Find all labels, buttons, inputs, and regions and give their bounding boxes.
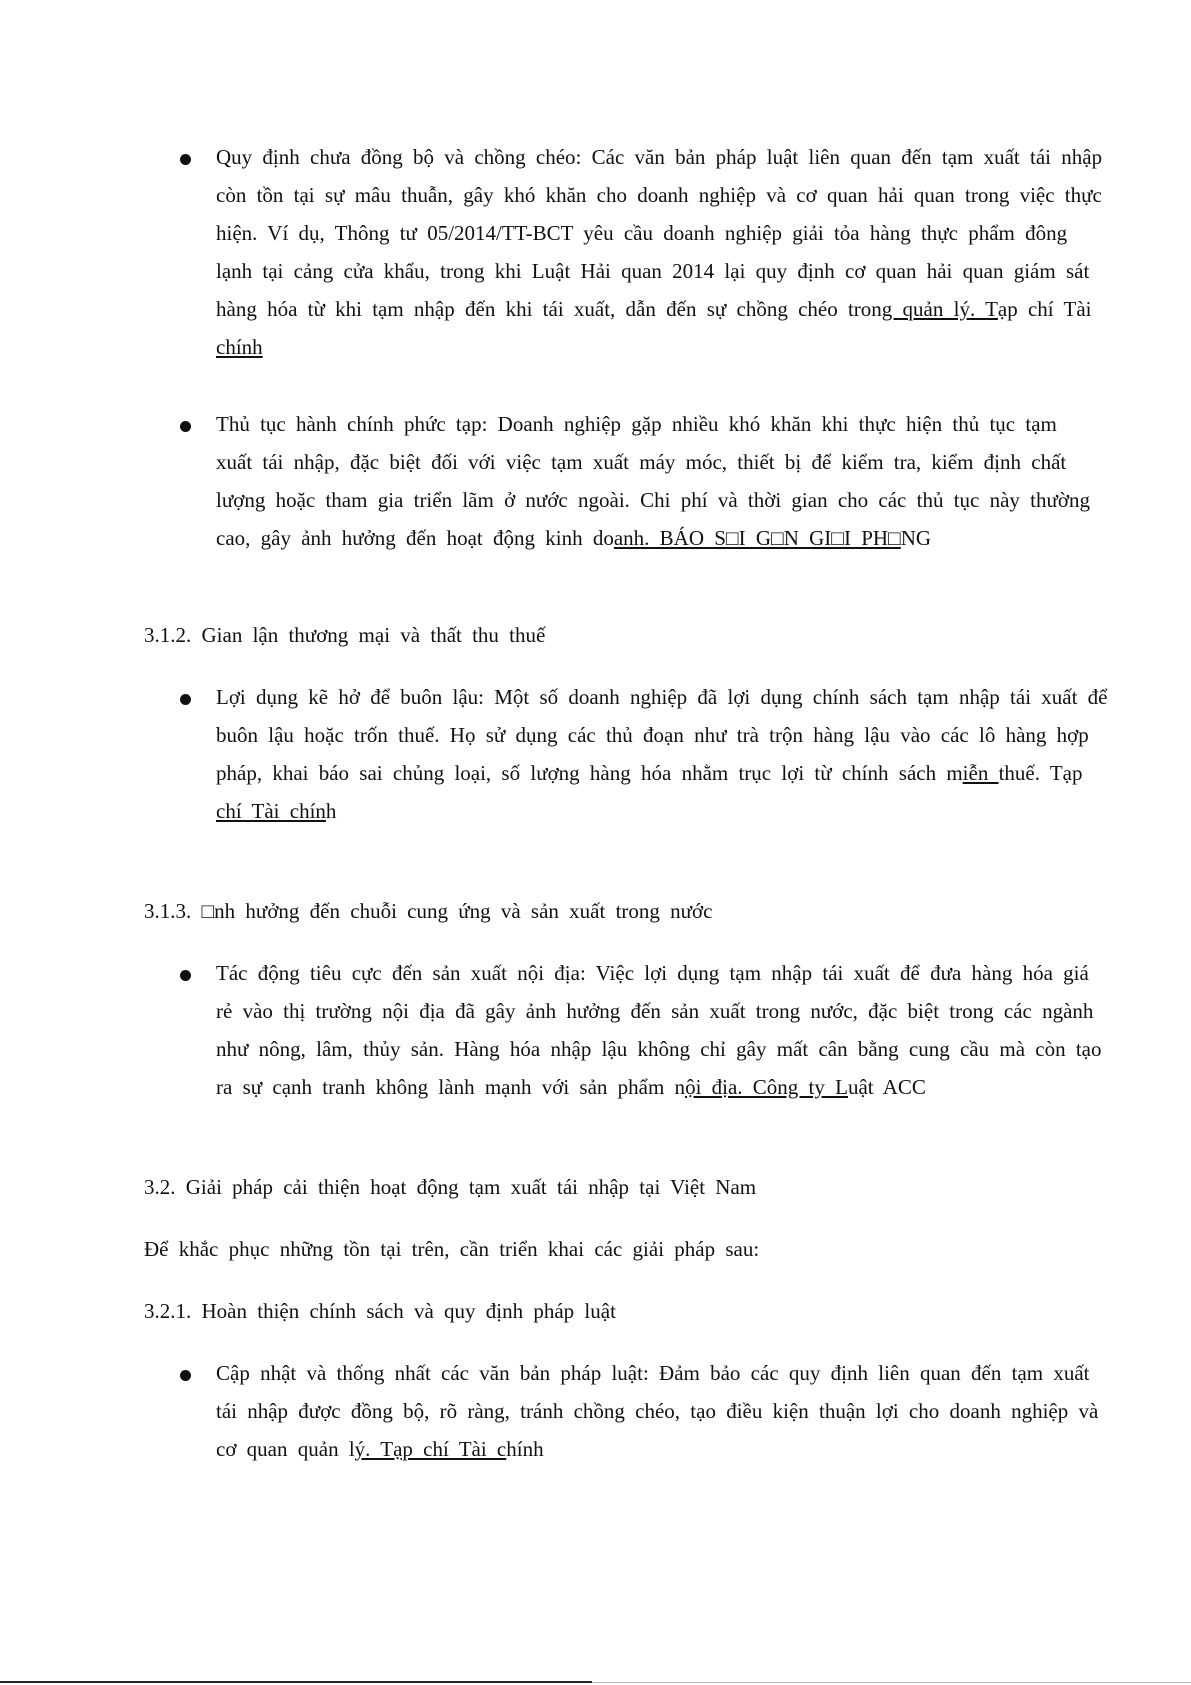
paragraph-line: lạnh tại cảng cửa khẩu, trong khi Luật Hải quan 2014 lại quy định cơ quan hải quan giám sát	[216, 259, 1090, 283]
paragraph-line: còn tồn tại sự mâu thuẫn, gây khó khăn cho doanh nghiệp và cơ quan hải quan trong việc thực	[216, 183, 1102, 207]
line-text: cao, gây ảnh hưởng đến hoạt động kinh do	[216, 526, 614, 550]
line-text: cơ quan quản l	[216, 1437, 355, 1461]
paragraph-line	[216, 1074, 926, 1100]
line-text: NG	[900, 526, 932, 550]
source-link[interactable]: ội địa. Công ty L	[685, 1075, 848, 1099]
source-link[interactable]: iễn	[962, 761, 999, 785]
section-heading-3-1-3: 3.1.3. □nh hưởng đến chuỗi cung ứng và sản xuất trong nước	[144, 899, 713, 923]
paragraph-line: Quy định chưa đồng bộ và chồng chéo: Các văn bản pháp luật liên quan đến tạm xuất tái nhập	[216, 145, 1103, 169]
line-text: ra sự cạnh tranh không lành mạnh với sản phẩm n	[216, 1075, 686, 1099]
paragraph-line: Cập nhật và thống nhất các văn bản pháp luật: Đảm bảo các quy định liên quan đến tạm xuất	[216, 1361, 1090, 1385]
source-link[interactable]: chính	[216, 335, 263, 359]
paragraph-line: Thủ tục hành chính phức tạp: Doanh nghiệp gặp nhiều khó khăn khi thực hiện thủ tục tạm	[216, 412, 1057, 436]
paragraph-line: buôn lậu hoặc trốn thuế. Họ sử dụng các thủ đoạn như trà trộn hàng lậu vào các lô hàng hợp	[216, 723, 1089, 747]
source-link[interactable]: ý. Tạp chí Tài c	[354, 1437, 507, 1461]
line-text: h	[325, 799, 337, 823]
section-heading-3-2: 3.2. Giải pháp cải thiện hoạt động tạm xuất tái nhập tại Việt Nam	[144, 1175, 757, 1199]
paragraph-line: tái nhập được đồng bộ, rõ ràng, tránh chồng chéo, tạo điều kiện thuận lợi cho doanh nghiệp và	[216, 1399, 1099, 1423]
line-text: ạp chí Tài	[997, 297, 1092, 321]
section-heading-3-1-2: 3.1.2. Gian lận thương mại và thất thu thuế	[144, 623, 546, 647]
bullet-icon	[180, 1370, 191, 1381]
section-heading-3-2-1: 3.2.1. Hoàn thiện chính sách và quy định pháp luật	[144, 1299, 616, 1323]
line-text: hính	[506, 1437, 544, 1461]
paragraph-line: xuất tái nhập, đặc biệt đối với việc tạm xuất máy móc, thiết bị để kiểm tra, kiểm định chất	[216, 450, 1067, 474]
bullet-icon	[180, 154, 191, 165]
paragraph-line	[216, 334, 263, 360]
source-link[interactable]: anh. BÁO S□I G□N GI□I PH□	[613, 526, 901, 550]
page-bottom-rule-light	[592, 1682, 1191, 1683]
line-text: hàng hóa từ khi tạm nhập đến khi tái xuất, dẫn đến sự chồng chéo tron	[216, 297, 882, 321]
paragraph-line	[216, 760, 1083, 786]
bullet-icon	[180, 694, 191, 705]
paragraph-line	[216, 525, 931, 551]
bullet-icon	[180, 421, 191, 432]
paragraph-line	[216, 296, 1092, 322]
source-link[interactable]: chí Tài chín	[216, 799, 326, 823]
paragraph-line: rẻ vào thị trường nội địa đã gây ảnh hưởng đến sản xuất trong nước, đặc biệt trong các ngành	[216, 999, 1094, 1023]
line-text: thuế. Tạp	[998, 761, 1083, 785]
paragraph-line: như nông, lâm, thủy sản. Hàng hóa nhập lậu không chỉ gây mất cân bằng cung cầu mà còn tạo	[216, 1037, 1102, 1061]
paragraph-line: hiện. Ví dụ, Thông tư 05/2014/TT-BCT yêu cầu doanh nghiệp giải tỏa hàng thực phẩm đông	[216, 221, 1068, 245]
paragraph-line	[216, 1436, 544, 1462]
paragraph-line: lượng hoặc tham gia triển lãm ở nước ngoài. Chi phí và thời gian cho các thủ tục này thường	[216, 488, 1090, 512]
intro-paragraph: Để khắc phục những tồn tại trên, cần triển khai các giải pháp sau:	[144, 1237, 760, 1261]
bullet-icon	[180, 970, 191, 981]
paragraph-line: Lợi dụng kẽ hở để buôn lậu: Một số doanh nghiệp đã lợi dụng chính sách tạm nhập tái xuất để	[216, 685, 1108, 709]
page-bottom-rule	[0, 1681, 592, 1683]
line-text: pháp, khai báo sai chủng loại, số lượng hàng hóa nhằm trục lợi từ chính sách m	[216, 761, 963, 785]
line-text: uật ACC	[847, 1075, 926, 1099]
paragraph-line	[216, 798, 336, 824]
source-link[interactable]: g quản lý. T	[881, 297, 998, 321]
paragraph-line: Tác động tiêu cực đến sản xuất nội địa: Việc lợi dụng tạm nhập tái xuất để đưa hàng hóa giá	[216, 961, 1089, 985]
